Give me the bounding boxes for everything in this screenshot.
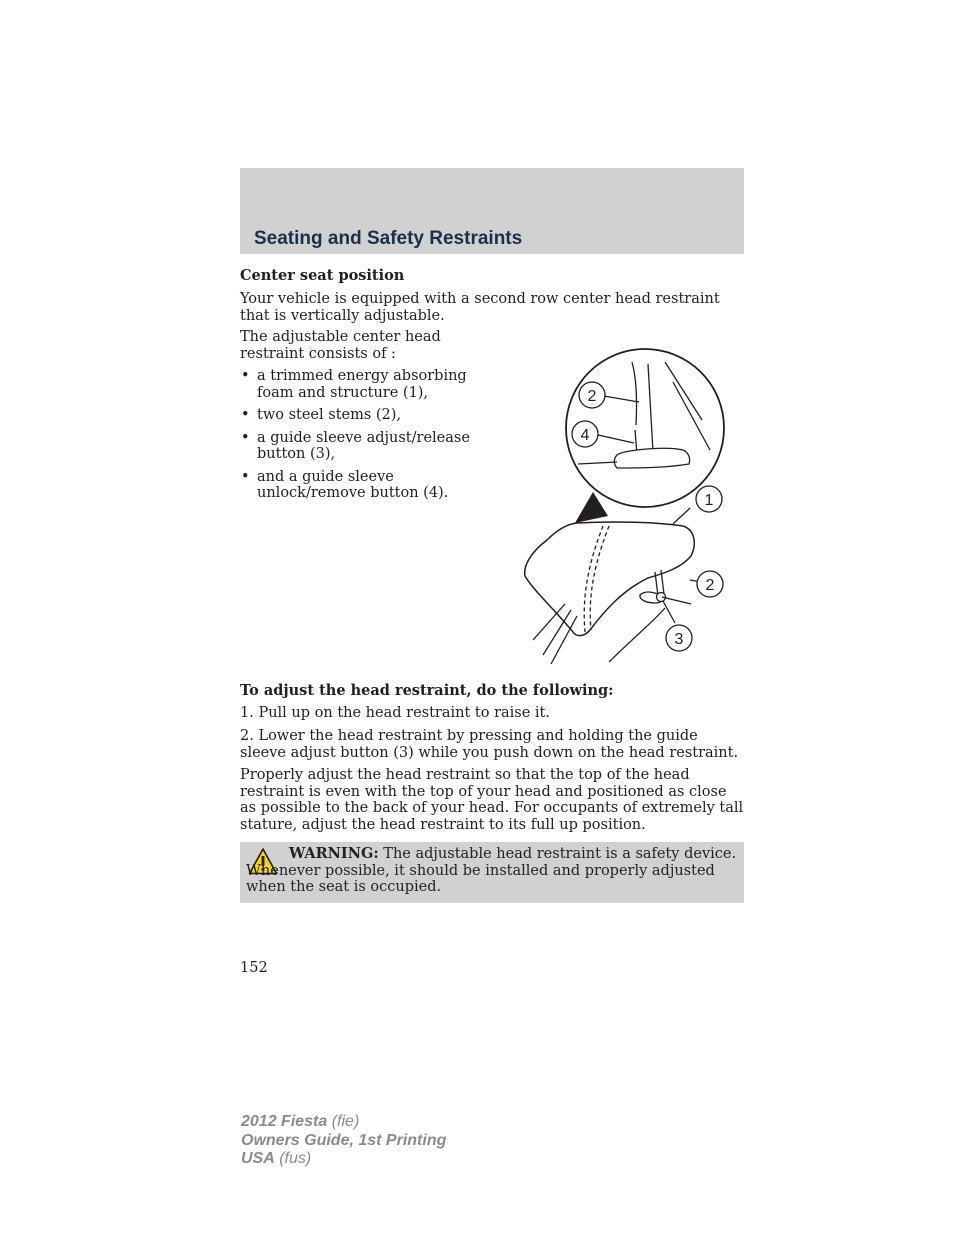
callout-2-upper: 2 — [587, 388, 597, 405]
footer — [241, 1113, 446, 1169]
component-item: • a trimmed energy absorbing foam and structure (1), — [240, 368, 502, 401]
center-seat-heading: Center seat position — [240, 267, 405, 284]
callout-1: 1 — [704, 492, 714, 509]
footer-line-1 — [241, 1113, 446, 1132]
callout-4: 4 — [580, 427, 590, 444]
warning-text — [246, 846, 738, 896]
component-item: • and a guide sleeve unlock/remove button (4). — [240, 469, 502, 502]
adjust-heading: To adjust the head restraint, do the following: — [240, 682, 614, 699]
step-2: 2. Lower the head restraint by pressing and holding the guide sleeve adjust button (3) while you push down on the head restraint. — [240, 728, 739, 761]
callout-2-lower: 2 — [705, 577, 715, 594]
component-list — [240, 368, 502, 508]
section-header-band — [240, 168, 744, 254]
footer-market-code: (fus) — [274, 1150, 312, 1167]
page-number: 152 — [240, 960, 268, 976]
component-item: • two steel stems (2), — [240, 407, 502, 424]
warning-box — [240, 842, 744, 903]
footer-line-3 — [241, 1150, 446, 1169]
warning-body: The adjustable head restraint is a safety device. Whenever possible, it should be installed and properly adjusted when the seat is occupied. — [246, 846, 737, 895]
footer-line-2: Owners Guide, 1st Printing — [241, 1131, 447, 1149]
head-restraint-diagram — [505, 340, 745, 665]
components-intro: The adjustable center head restraint consists of : — [240, 329, 441, 362]
component-item: • a guide sleeve adjust/release button (3), — [240, 430, 502, 463]
footer-market: USA — [241, 1150, 275, 1167]
warning-label: WARNING: — [289, 845, 379, 862]
adjust-note: Properly adjust the head restraint so that the top of the head restraint is even with the top of your head and positioned as close as possible to the back of your head. For occupants of extremely tall stature, adjust the head restraint to its full up position. — [240, 767, 744, 833]
section-header-title: Seating and Safety Restraints — [254, 228, 523, 249]
callout-3: 3 — [674, 631, 684, 648]
step-1: 1. Pull up on the head restraint to raise it. — [240, 705, 550, 721]
intro-paragraph: Your vehicle is equipped with a second row center head restraint that is vertically adjustable. — [240, 291, 720, 324]
footer-model: 2012 Fiesta — [241, 1113, 328, 1130]
footer-model-code: (fie) — [327, 1113, 360, 1130]
